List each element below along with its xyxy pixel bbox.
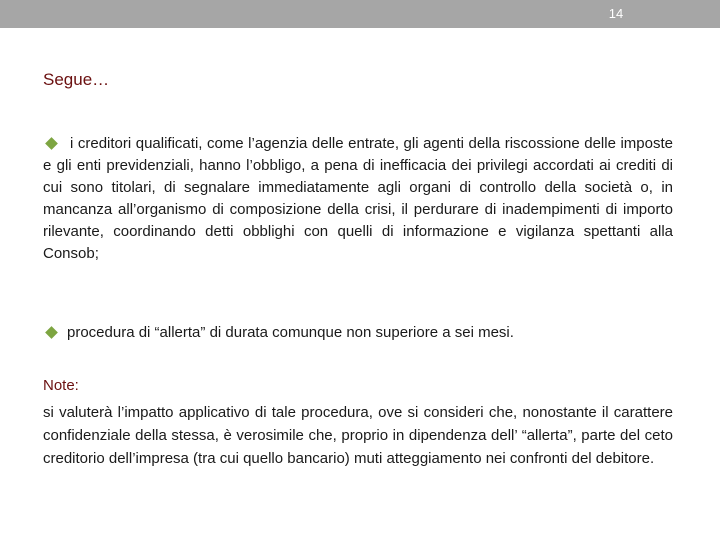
diamond-bullet-icon bbox=[45, 137, 58, 150]
top-bar bbox=[0, 0, 720, 28]
note-title: Note: bbox=[43, 377, 79, 394]
diamond-bullet-icon bbox=[45, 326, 58, 339]
bullet-item-2 bbox=[43, 322, 673, 344]
bullet-item-1 bbox=[43, 133, 673, 265]
note-body: si valuterà l’impatto applicativo di tale procedura, ove si consideri che, nonostante il carattere confidenziale della stessa, è verosimile che, proprio in dipendenza dell’ “allerta”, parte del ceto creditorio dell’impresa (tra cui quello bancario) muti atteggiamento nei confronti del debitore. bbox=[43, 404, 673, 467]
page-number: 14 bbox=[608, 6, 624, 21]
bullet-text-1: i creditori qualificati, come l’agenzia delle entrate, gli agenti della riscossione delle imposte e gli enti previdenziali, hanno l’obbligo, a pena di inefficacia dei privilegi accordati ai crediti di cui sono titolari, di segnalare immediatamente agli organi di controllo della società o, in mancanza all’organismo di composizione della crisi, il perdurare di inadempimenti di importo rilevante, coordinando detti obblighi con quelli di informazione e vigilanza spettanti alla Consob; bbox=[43, 135, 673, 262]
slide-heading: Segue… bbox=[43, 70, 110, 89]
bullet-text-2: procedura di “allerta” di durata comunque non superiore a sei mesi. bbox=[67, 324, 514, 341]
